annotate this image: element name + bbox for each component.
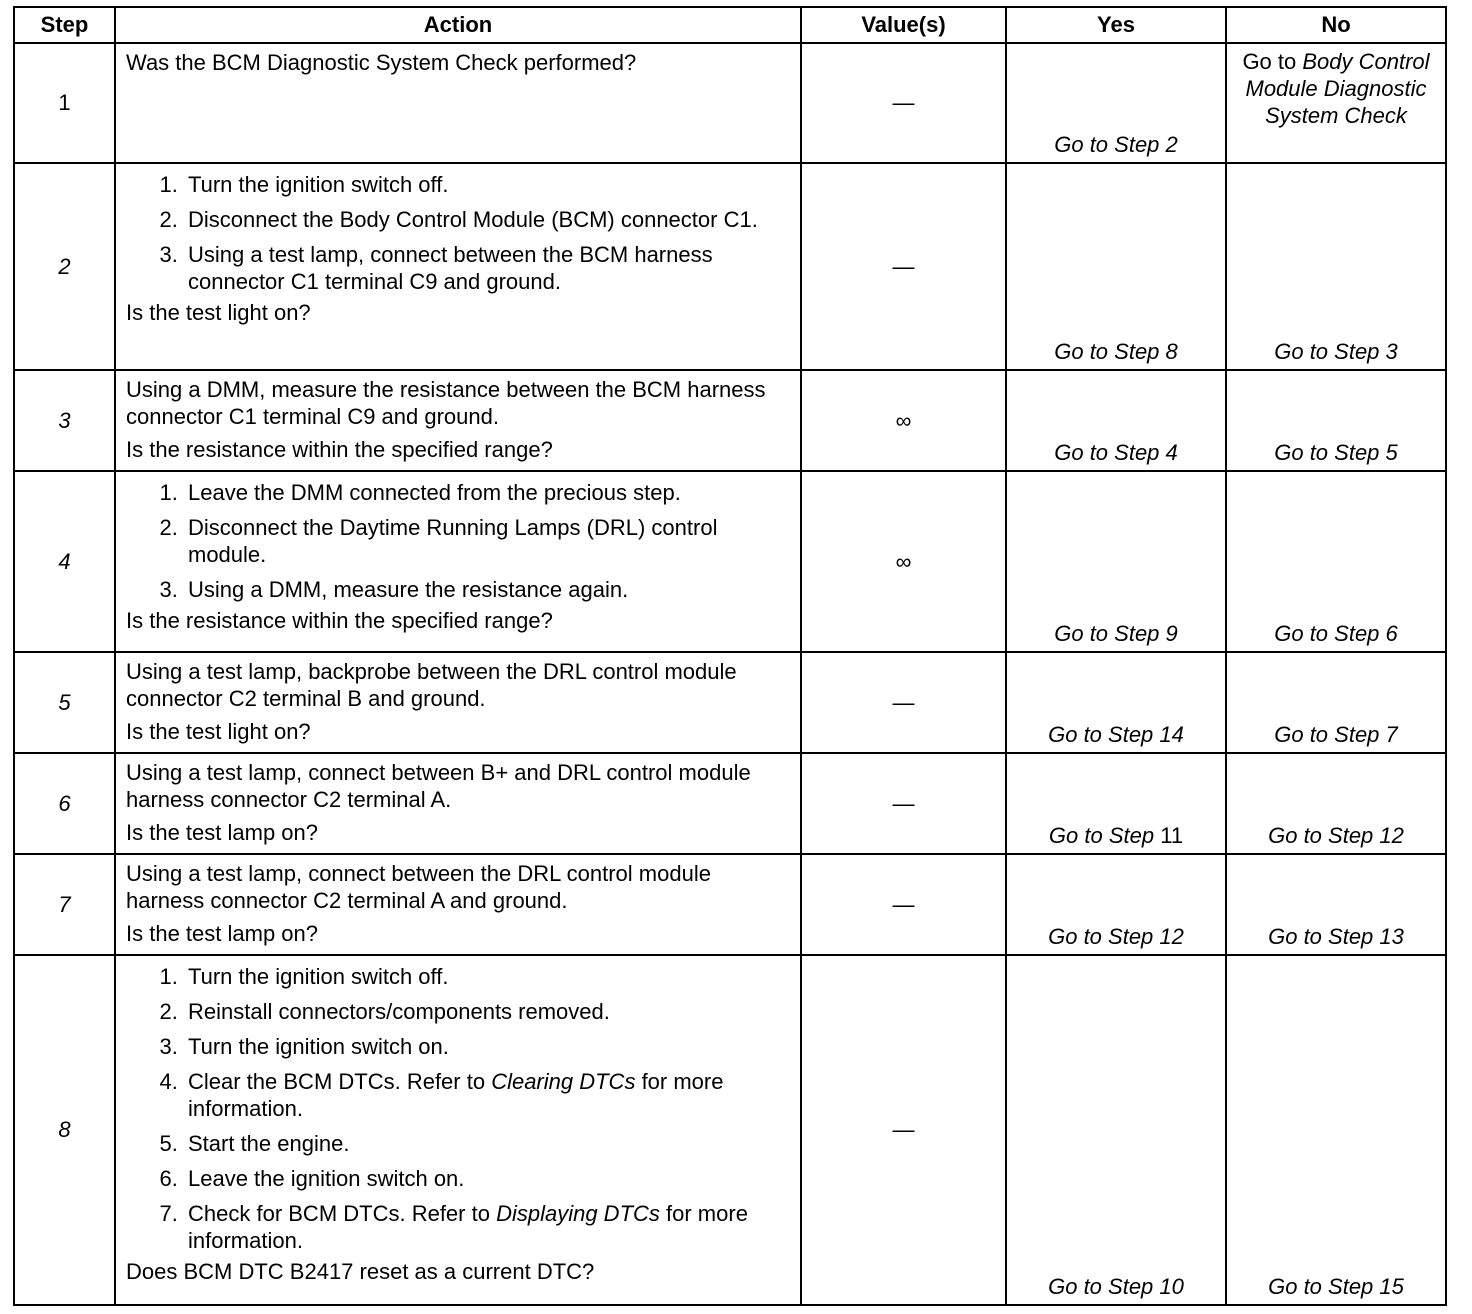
action-cell — [115, 370, 801, 471]
action-cell — [115, 955, 801, 1305]
no-prefix: Go to — [1242, 49, 1303, 74]
table-row — [14, 43, 1446, 163]
action-paragraph: Using a test lamp, backprobe between the DRL control module connector C2 terminal B and ground. — [126, 659, 737, 711]
no-cell: Go to Step 6 — [1226, 471, 1446, 652]
step-number: 5 — [14, 652, 115, 753]
action-question: Is the test light on? — [126, 719, 311, 744]
value-cell: — — [801, 753, 1006, 854]
step-number: 8 — [14, 955, 115, 1305]
yes-cell: Go to Step 10 — [1006, 955, 1226, 1305]
no-reference: Body Control Module Diagnostic System Check — [1245, 49, 1430, 128]
table-row — [14, 854, 1446, 955]
table-row — [14, 955, 1446, 1305]
header-no: No — [1226, 7, 1446, 43]
no-cell: Go to Step 12 — [1226, 753, 1446, 854]
header-action: Action — [115, 7, 801, 43]
list-item: 2. Reinstall connectors/components removed. — [184, 998, 790, 1025]
reference-clearing-dtcs: Clearing DTCs — [491, 1069, 636, 1094]
table-row — [14, 471, 1446, 652]
table-row — [14, 652, 1446, 753]
header-yes: Yes — [1006, 7, 1226, 43]
list-item: 2. Disconnect the Daytime Running Lamps (DRL) control module. — [184, 514, 790, 568]
yes-cell: Go to Step 4 — [1006, 370, 1226, 471]
list-item: 6. Leave the ignition switch on. — [184, 1165, 790, 1192]
action-paragraph: Using a DMM, measure the resistance between the BCM harness connector C1 terminal C9 and ground. — [126, 377, 766, 429]
no-cell: Go to Step 5 — [1226, 370, 1446, 471]
header-row — [14, 7, 1446, 43]
action-question: Does BCM DTC B2417 reset as a current DTC? — [126, 1259, 595, 1284]
action-cell — [115, 471, 801, 652]
no-cell: Go to Step 3 — [1226, 163, 1446, 370]
list-item — [184, 1068, 790, 1122]
action-steps — [126, 963, 790, 1254]
value-cell: ∞ — [801, 370, 1006, 471]
no-cell: Go to Step 15 — [1226, 955, 1446, 1305]
yes-cell: Go to Step 14 — [1006, 652, 1226, 753]
action-steps — [126, 171, 790, 295]
value-cell: — — [801, 652, 1006, 753]
table-row — [14, 163, 1446, 370]
list-item: 1. Turn the ignition switch off. — [184, 171, 790, 198]
list-item: 1. Leave the DMM connected from the precious step. — [184, 479, 790, 506]
value-cell: — — [801, 854, 1006, 955]
item-text: for more information. — [188, 1201, 748, 1253]
action-question: Is the resistance within the specified range? — [126, 437, 553, 462]
yes-cell — [1006, 753, 1226, 854]
yes-step-number: 11 — [1160, 823, 1184, 848]
step-number: 1 — [14, 43, 115, 163]
diagnostic-table — [13, 6, 1447, 1306]
yes-cell: Go to Step 8 — [1006, 163, 1226, 370]
action-cell — [115, 854, 801, 955]
list-item: 1. Turn the ignition switch off. — [184, 963, 790, 990]
list-item: 5. Start the engine. — [184, 1130, 790, 1157]
action-question: Was the BCM Diagnostic System Check performed? — [126, 50, 637, 75]
action-cell — [115, 163, 801, 370]
step-number: 3 — [14, 370, 115, 471]
list-item: 3. Using a DMM, measure the resistance again. — [184, 576, 790, 603]
action-question: Is the test lamp on? — [126, 820, 318, 845]
no-cell: Go to Step 13 — [1226, 854, 1446, 955]
value-cell: — — [801, 43, 1006, 163]
no-cell — [1226, 43, 1446, 163]
value-cell: ∞ — [801, 471, 1006, 652]
action-question: Is the test light on? — [126, 300, 311, 325]
item-text: Check for BCM DTCs. Refer to — [188, 1201, 497, 1226]
table-row — [14, 753, 1446, 854]
no-cell: Go to Step 7 — [1226, 652, 1446, 753]
list-item: 2. Disconnect the Body Control Module (BCM) connector C1. — [184, 206, 790, 233]
action-paragraph: Using a test lamp, connect between the DRL control module harness connector C2 terminal A and ground. — [126, 861, 711, 913]
list-item — [184, 1200, 790, 1254]
item-text: for more information. — [188, 1069, 724, 1121]
step-number: 7 — [14, 854, 115, 955]
step-number: 4 — [14, 471, 115, 652]
action-question: Is the test lamp on? — [126, 921, 318, 946]
action-cell — [115, 652, 801, 753]
list-item: 3. Using a test lamp, connect between the BCM harness connector C1 terminal C9 and ground. — [184, 241, 790, 295]
action-question: Is the resistance within the specified range? — [126, 608, 553, 633]
list-item: 3. Turn the ignition switch on. — [184, 1033, 790, 1060]
step-number: 2 — [14, 163, 115, 370]
yes-cell: Go to Step 2 — [1006, 43, 1226, 163]
reference-displaying-dtcs: Displaying DTCs — [496, 1201, 660, 1226]
yes-cell: Go to Step 9 — [1006, 471, 1226, 652]
yes-cell: Go to Step 12 — [1006, 854, 1226, 955]
header-step: Step — [14, 7, 115, 43]
action-steps — [126, 479, 790, 603]
action-cell — [115, 43, 801, 163]
item-text: Clear the BCM DTCs. Refer to — [188, 1069, 492, 1094]
value-cell: — — [801, 163, 1006, 370]
header-values: Value(s) — [801, 7, 1006, 43]
action-paragraph: Using a test lamp, connect between B+ and DRL control module harness connector C2 terminal A. — [126, 760, 751, 812]
action-cell — [115, 753, 801, 854]
step-number: 6 — [14, 753, 115, 854]
yes-prefix: Go to Step — [1048, 823, 1161, 848]
value-cell: — — [801, 955, 1006, 1305]
table-row — [14, 370, 1446, 471]
